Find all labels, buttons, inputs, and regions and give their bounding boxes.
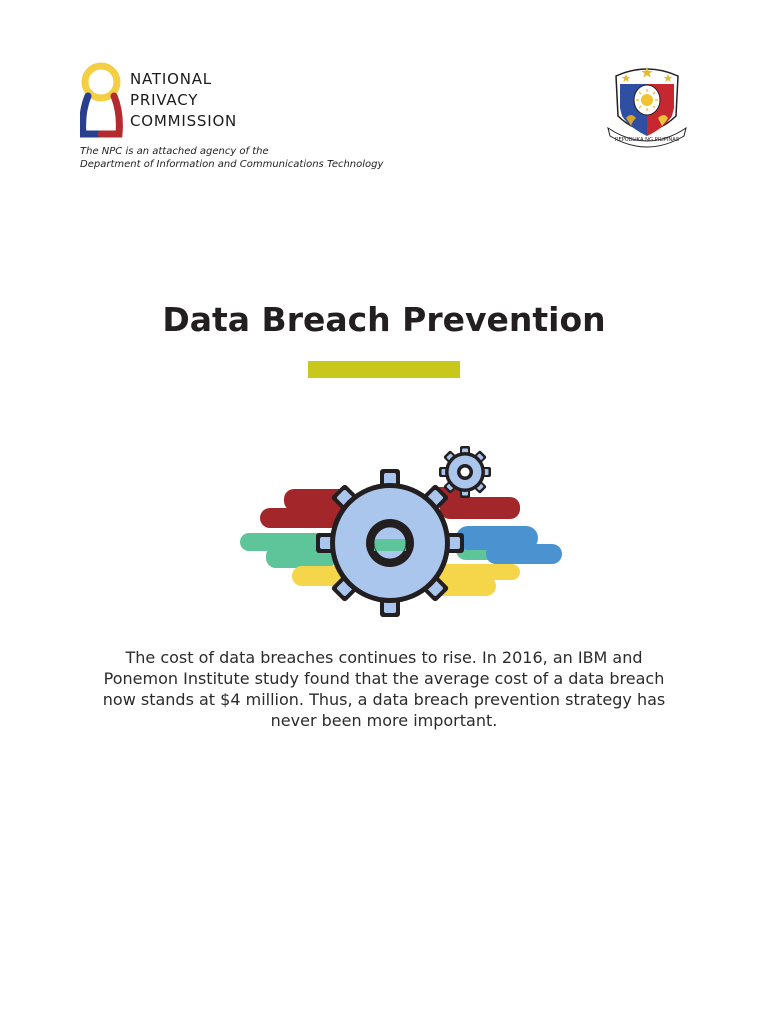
agency-note-line: The NPC is an attached agency of the <box>80 146 269 157</box>
npc-logo <box>80 62 260 138</box>
gears-icon <box>236 444 568 622</box>
seal-ribbon-text: REPUBLIKA NG PILIPINAS <box>614 137 680 143</box>
org-name-line: PRIVACY <box>130 91 199 109</box>
page-title: Data Breach Prevention <box>162 300 606 339</box>
npc-wordmark <box>130 69 237 132</box>
org-name-line: COMMISSION <box>130 112 238 130</box>
org-name-line: NATIONAL <box>130 70 212 88</box>
keyhole-logo-icon <box>80 62 124 138</box>
header <box>80 62 688 182</box>
title-underline <box>308 361 460 378</box>
philippine-seal-icon <box>604 62 690 150</box>
body-paragraph: The cost of data breaches continues to rise. In 2016, an IBM and Ponemon Institute study found that the average cost of a data breach now stands at $4 million. Thus, a data breach prevention strategy has never been more important. <box>102 648 666 730</box>
agency-note-line: Department of Information and Communications Technology <box>80 159 384 170</box>
agency-note <box>80 145 383 171</box>
